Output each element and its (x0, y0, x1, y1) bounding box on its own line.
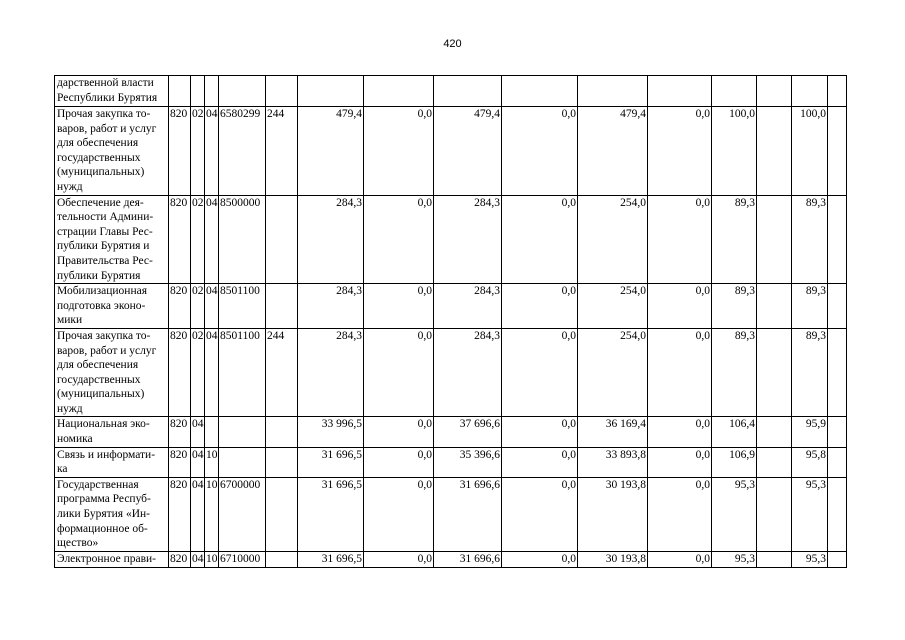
percent-2: 95,9 (792, 417, 828, 447)
table-row (55, 447, 847, 477)
code-expense-type (266, 551, 298, 567)
value-6: 0,0 (648, 328, 712, 417)
empty-cell (828, 477, 847, 551)
empty-cell (828, 417, 847, 447)
percent-1: 95,3 (712, 477, 757, 551)
value-6: 0,0 (648, 551, 712, 567)
code-subsection: 04 (205, 195, 219, 284)
code-subsection: 10 (205, 477, 219, 551)
value-4: 0,0 (502, 477, 578, 551)
code-expense-type (266, 477, 298, 551)
code-admin: 820 (169, 447, 191, 477)
value-5: 33 893,8 (578, 447, 648, 477)
table-row (55, 328, 847, 417)
value-5: 254,0 (578, 328, 648, 417)
percent-2 (792, 76, 828, 107)
table-row (55, 76, 847, 107)
percent-2: 95,8 (792, 447, 828, 477)
value-2 (364, 76, 434, 107)
value-6: 0,0 (648, 417, 712, 447)
value-5: 479,4 (578, 107, 648, 196)
percent-2: 95,3 (792, 551, 828, 567)
code-target: 6710000 (219, 551, 266, 567)
code-target: 6580299 (219, 107, 266, 196)
value-4: 0,0 (502, 284, 578, 329)
percent-2: 95,3 (792, 477, 828, 551)
row-name: Прочая закупка то- варов, работ и услуг для обеспечения государственных (муниципальных) нужд (55, 107, 169, 196)
empty-cell (757, 447, 792, 477)
code-admin: 820 (169, 107, 191, 196)
percent-1: 89,3 (712, 195, 757, 284)
value-4: 0,0 (502, 328, 578, 417)
code-section: 04 (191, 551, 205, 567)
value-2: 0,0 (364, 195, 434, 284)
code-section: 02 (191, 284, 205, 329)
value-4: 0,0 (502, 551, 578, 567)
empty-cell (757, 195, 792, 284)
code-subsection: 10 (205, 551, 219, 567)
value-3: 31 696,6 (434, 551, 502, 567)
value-3: 284,3 (434, 284, 502, 329)
value-3: 37 696,6 (434, 417, 502, 447)
percent-2: 89,3 (792, 195, 828, 284)
code-subsection (205, 417, 219, 447)
table-row (55, 107, 847, 196)
empty-cell (757, 477, 792, 551)
code-subsection: 04 (205, 328, 219, 417)
value-5 (578, 76, 648, 107)
code-target: 8501100 (219, 284, 266, 329)
code-expense-type (266, 195, 298, 284)
percent-1 (712, 76, 757, 107)
code-admin: 820 (169, 195, 191, 284)
code-subsection: 10 (205, 447, 219, 477)
value-4: 0,0 (502, 447, 578, 477)
table-body (55, 76, 847, 568)
code-expense-type: 244 (266, 107, 298, 196)
value-1: 33 996,5 (298, 417, 364, 447)
percent-1: 89,3 (712, 328, 757, 417)
empty-cell (757, 76, 792, 107)
empty-cell (757, 551, 792, 567)
code-subsection: 04 (205, 107, 219, 196)
code-admin: 820 (169, 284, 191, 329)
value-5: 254,0 (578, 195, 648, 284)
value-2: 0,0 (364, 284, 434, 329)
code-admin: 820 (169, 477, 191, 551)
value-3 (434, 76, 502, 107)
code-admin: 820 (169, 551, 191, 567)
code-expense-type (266, 417, 298, 447)
empty-cell (828, 76, 847, 107)
row-name: Обеспечение дея- тельности Админи- страции Главы Рес- публики Бурятия и Правительства Рес- публики Бурятия (55, 195, 169, 284)
code-section (191, 76, 205, 107)
value-1: 284,3 (298, 195, 364, 284)
code-admin (169, 76, 191, 107)
percent-1: 106,9 (712, 447, 757, 477)
value-1: 284,3 (298, 284, 364, 329)
empty-cell (828, 447, 847, 477)
row-name: Мобилизационная подготовка эконо- мики (55, 284, 169, 329)
code-section: 04 (191, 477, 205, 551)
row-name: Связь и информати- ка (55, 447, 169, 477)
value-6 (648, 76, 712, 107)
empty-cell (757, 284, 792, 329)
code-section: 02 (191, 107, 205, 196)
row-name: Прочая закупка то- варов, работ и услуг для обеспечения государственных (муниципальных) нужд (55, 328, 169, 417)
value-3: 284,3 (434, 328, 502, 417)
row-name: Электронное прави- (55, 551, 169, 567)
table-row (55, 284, 847, 329)
empty-cell (828, 107, 847, 196)
value-4: 0,0 (502, 107, 578, 196)
code-target: 8501100 (219, 328, 266, 417)
value-5: 30 193,8 (578, 477, 648, 551)
empty-cell (757, 328, 792, 417)
percent-2: 89,3 (792, 328, 828, 417)
value-6: 0,0 (648, 107, 712, 196)
code-section: 02 (191, 195, 205, 284)
empty-cell (828, 551, 847, 567)
value-5: 36 169,4 (578, 417, 648, 447)
value-5: 30 193,8 (578, 551, 648, 567)
value-6: 0,0 (648, 447, 712, 477)
row-name: Национальная эко- номика (55, 417, 169, 447)
value-2: 0,0 (364, 551, 434, 567)
value-4: 0,0 (502, 195, 578, 284)
value-1: 31 696,5 (298, 477, 364, 551)
code-expense-type (266, 76, 298, 107)
empty-cell (757, 417, 792, 447)
percent-1: 89,3 (712, 284, 757, 329)
value-2: 0,0 (364, 328, 434, 417)
value-3: 35 396,6 (434, 447, 502, 477)
code-admin: 820 (169, 417, 191, 447)
code-section: 04 (191, 417, 205, 447)
value-4: 0,0 (502, 417, 578, 447)
table-row (55, 417, 847, 447)
table-row (55, 195, 847, 284)
empty-cell (828, 284, 847, 329)
value-3: 31 696,6 (434, 477, 502, 551)
value-1: 31 696,5 (298, 551, 364, 567)
code-section: 04 (191, 447, 205, 477)
code-subsection: 04 (205, 284, 219, 329)
code-section: 02 (191, 328, 205, 417)
code-admin: 820 (169, 328, 191, 417)
page-number: 420 (443, 38, 462, 50)
value-6: 0,0 (648, 477, 712, 551)
code-target: 6700000 (219, 477, 266, 551)
value-6: 0,0 (648, 195, 712, 284)
value-6: 0,0 (648, 284, 712, 329)
empty-cell (757, 107, 792, 196)
value-2: 0,0 (364, 477, 434, 551)
code-expense-type (266, 447, 298, 477)
percent-2: 89,3 (792, 284, 828, 329)
value-3: 284,3 (434, 195, 502, 284)
row-name: дарственной власти Республики Бурятия (55, 76, 169, 107)
value-1 (298, 76, 364, 107)
value-2: 0,0 (364, 417, 434, 447)
percent-1: 95,3 (712, 551, 757, 567)
value-4 (502, 76, 578, 107)
value-2: 0,0 (364, 107, 434, 196)
empty-cell (828, 328, 847, 417)
value-1: 284,3 (298, 328, 364, 417)
code-expense-type (266, 284, 298, 329)
table-row (55, 551, 847, 567)
code-target (219, 417, 266, 447)
value-5: 254,0 (578, 284, 648, 329)
value-1: 31 696,5 (298, 447, 364, 477)
code-subsection (205, 76, 219, 107)
code-expense-type: 244 (266, 328, 298, 417)
value-3: 479,4 (434, 107, 502, 196)
table-row (55, 477, 847, 551)
budget-table (54, 75, 847, 568)
empty-cell (828, 195, 847, 284)
percent-1: 100,0 (712, 107, 757, 196)
code-target: 8500000 (219, 195, 266, 284)
value-1: 479,4 (298, 107, 364, 196)
value-2: 0,0 (364, 447, 434, 477)
percent-1: 106,4 (712, 417, 757, 447)
percent-2: 100,0 (792, 107, 828, 196)
code-target (219, 76, 266, 107)
code-target (219, 447, 266, 477)
row-name: Государственная программа Респуб- лики Бурятия «Ин- формационное об- щество» (55, 477, 169, 551)
